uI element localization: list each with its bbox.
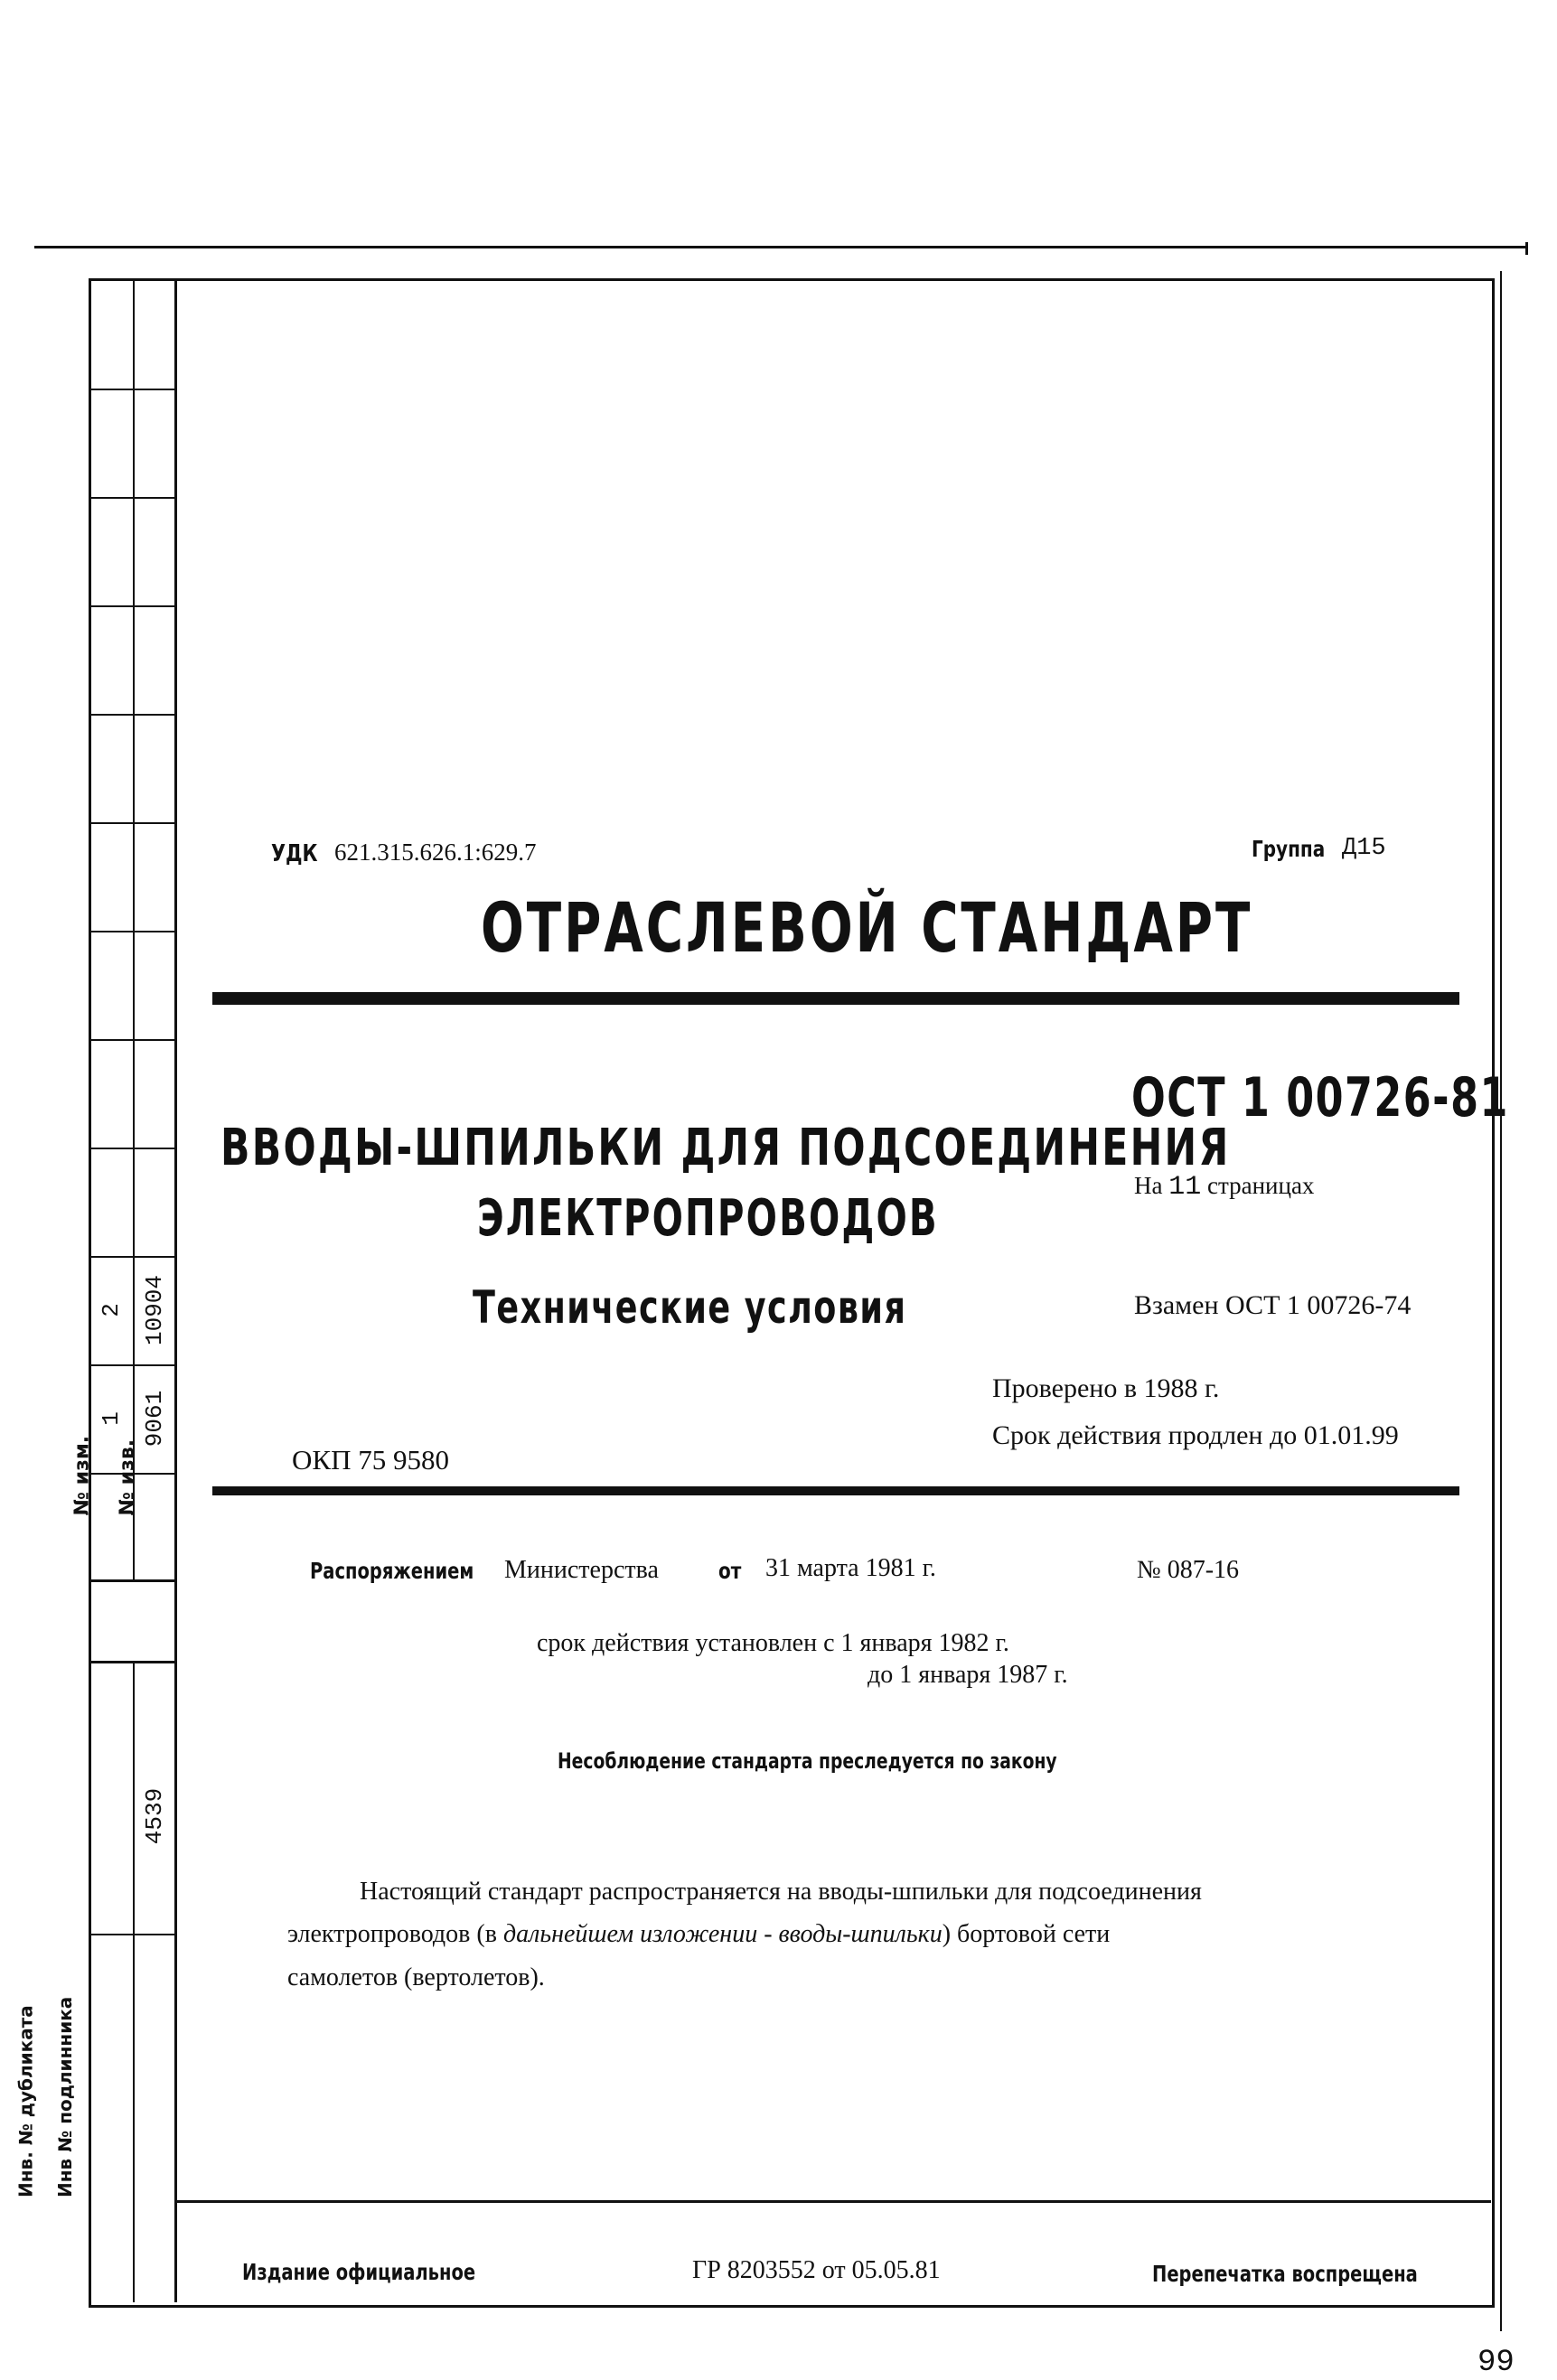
pages-count: 11: [1168, 1172, 1202, 1203]
pages-suffix: страницах: [1207, 1172, 1315, 1199]
legal-warning: Несоблюдение стандарта преследуется по закону: [558, 1748, 1057, 1774]
checked-year: Проверено в 1988 г.: [992, 1373, 1220, 1403]
order-number: № 087-16: [1137, 1556, 1240, 1584]
margin-inv-duplicate-label: Инв. № дубликата: [14, 2005, 37, 2197]
page-number: 99: [1477, 2346, 1515, 2380]
standard-type-title: ОТРАСЛЕВОЙ СТАНДАРТ: [481, 887, 1253, 968]
margin-notice-1: 9061: [141, 1390, 168, 1448]
margin-row-4: [89, 714, 176, 716]
udk-label: УДК: [271, 840, 318, 867]
footer-reprint: Перепечатка воспрещена: [1152, 2261, 1418, 2287]
replaces-standard: Взамен ОСТ 1 00726-74: [1134, 1290, 1412, 1320]
margin-row-2: [89, 497, 176, 499]
order-date: 31 марта 1981 г.: [765, 1554, 936, 1582]
scope-line-2-start: электропроводов (в: [287, 1920, 503, 1948]
margin-change-2: 2: [98, 1303, 125, 1317]
top-rule: [34, 246, 1527, 248]
scope-line-1: Настоящий стандарт распространяется на вводы-шпильки для подсоединения: [360, 1878, 1202, 1906]
order-ministry: Министерства: [504, 1556, 659, 1584]
footer-registration: ГР 8203552 от 05.05.81: [692, 2256, 941, 2284]
validity-extended: Срок действия продлен до 01.01.99: [992, 1420, 1399, 1450]
margin-row-5: [89, 822, 176, 824]
margin-inner-border: [174, 278, 177, 2302]
margin-row-6: [89, 931, 176, 932]
margin-change-no-label: № изм.: [70, 1435, 94, 1516]
margin-notice-2: 10904: [141, 1274, 168, 1346]
margin-row-8: [89, 1148, 176, 1149]
udk-value: 621.315.626.1:629.7: [334, 839, 537, 866]
pages-info: [1134, 1172, 1314, 1203]
margin-inv-original-label: Инв № подлинника: [53, 1996, 76, 2197]
document-subtitle: Технические условия: [473, 1281, 907, 1334]
footer-edition: Издание официальное: [242, 2259, 476, 2285]
margin-notice-no-label: № изв.: [116, 1438, 139, 1516]
scope-line-3: самолетов (вертолетов).: [287, 1963, 545, 1991]
margin-col-divider-lower: [133, 1661, 135, 2302]
top-rule-tick: [1525, 242, 1528, 255]
margin-row-1: [89, 389, 176, 390]
margin-row-12: [89, 1579, 176, 1582]
scope-line-2-italic: дальнейшем изложении - вводы-шпильки: [502, 1920, 943, 1948]
footer-rule: [176, 2200, 1491, 2203]
margin-row-10: [89, 1364, 176, 1366]
order-label: Распоряжением: [310, 1558, 474, 1584]
document-title-line1: ВВОДЫ-ШПИЛЬКИ ДЛЯ ПОДСОЕДИНЕНИЯ: [220, 1119, 1231, 1177]
margin-inv-original-value: 4539: [141, 1787, 168, 1845]
okp-code: ОКП 75 9580: [292, 1444, 449, 1476]
thick-rule-upper: [212, 992, 1459, 1005]
margin-row-7: [89, 1039, 176, 1041]
thick-rule-lower: [212, 1486, 1459, 1495]
order-from: от: [718, 1558, 742, 1584]
margin-col-divider: [133, 278, 135, 1579]
margin-row-3: [89, 605, 176, 607]
scope-line-2-end: ) бортовой сети: [942, 1920, 1111, 1948]
margin-change-1: 1: [98, 1411, 125, 1426]
group-label: Группа: [1252, 836, 1326, 862]
standard-code: ОСТ 1 00726-81: [1131, 1066, 1509, 1129]
margin-row-9: [89, 1256, 176, 1258]
validity-from: срок действия установлен с 1 января 1982 г.: [537, 1629, 1009, 1657]
margin-row-14: [89, 1934, 176, 1935]
document-title-line2: ЭЛЕКТРОПРОВОДОВ: [477, 1189, 939, 1248]
group-value: Д15: [1342, 835, 1386, 862]
margin-row-13: [89, 1661, 176, 1663]
scope-line-2: [287, 1920, 1110, 1949]
frame-right-double: [1500, 271, 1502, 2331]
pages-prefix: На: [1134, 1172, 1163, 1199]
validity-to: до 1 января 1987 г.: [868, 1661, 1068, 1689]
